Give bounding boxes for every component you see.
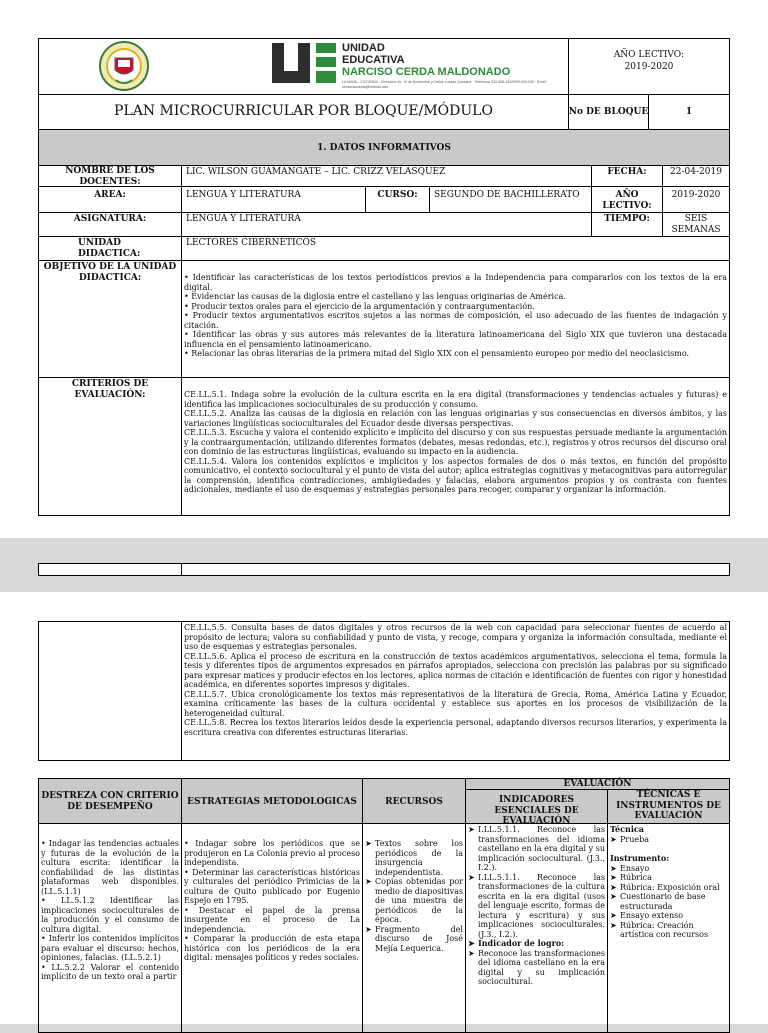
destreza-item: • LL.5.2.2 Valorar el contenido implícito de un texto oral a partir [41, 962, 179, 981]
bloque-value: 1 [685, 107, 693, 117]
indicador-item: ➤ I.LL.5.1.1. Reconoce las transformaciones de la cultura escrita en la era digital (usos del lenguaje escrito, formas de lectura y escritura) y sus implicaciones socioculturales. (J.3., I.2.). [468, 873, 605, 940]
estrategia-item: • Indagar sobre los periódicos que se produjeron en La Colonia previo al proceso independista. [184, 839, 360, 867]
instrumento-item: ➤ Ensayo [610, 864, 727, 874]
tecnica-label: Técnica [610, 824, 644, 834]
school-line1: UNIDAD [342, 42, 385, 54]
docentes-label: NOMBRE DE LOS DOCENTES: [65, 166, 155, 187]
year-value: 2019-2020 [624, 62, 674, 72]
destreza-item: • LL.5.1.2 Identificar las implicaciones socioculturales de la producción y el consumo de cultura digital. [41, 896, 179, 934]
criterio-item: CE.LL.5.8. Recrea los textos literarios leídos desde la experiencia personal, adaptando diversos recursos literarios, y experimenta la escritura creativa con diferentes estructuras literarias. [184, 718, 727, 737]
recurso-item: ➤ Textos sobre los periódicos de la insurgencia independentista. [365, 839, 463, 877]
docentes-value: LIC. WILSON GUAMANGATE – LIC. CRIZZ VELASQUEZ [186, 167, 446, 177]
area-label: AREA: [94, 190, 126, 200]
tecnica-item: ➤ Prueba [610, 835, 727, 845]
unidad-label: UNIDAD DIDACTICA: [78, 238, 141, 259]
unidad-value: LECTORES CIBERNÉTICOS [186, 238, 317, 248]
empty-row-divider [181, 564, 182, 575]
criterio-item: CE.LL.5.3. Escucha y valora el contenido explícito e implícito del discurso y con sus respuestas persuade mediante la argumentación y la contraargumentación, utilizando diferentes formatos (debates, mesas redondas, etc.), registros y otros recursos del discurso oral con dominio de las estructuras lingüísticas, evaluando su impacto en la audiencia. [184, 428, 727, 456]
school-address: LA MANÁ - COTOPAXI · Dirección: Av. 19 de Noviembre y Carlos Lozada Quintana · Teléfonos: 032-688-154/0999-094-045 · Email: uenarcisocerda@hotmail.com [342, 80, 547, 89]
instrumento-item: ➤ Rúbrica: Exposición oral [610, 883, 727, 893]
indicador-item: ➤ I.LL.5.1.1. Reconoce las transformaciones del idioma castellano en la era digital y su implicación sociocultural. (J.3., I.2.). [468, 825, 605, 873]
recurso-item: ➤ Fragmento del discurso de José Mejía Lequerica. [365, 925, 463, 954]
objetivo-item: • Producir textos argumentativos escritos sujetos a las normas de composición, el uso adecuado de las fuentes de indagación y citación. [184, 311, 727, 330]
curso-value: SEGUNDO DE BACHILLERATO [434, 190, 580, 200]
document-page-2 [0, 592, 768, 1024]
school-crest-icon [96, 40, 152, 92]
criterio-item: CE.LL.5.5. Consulta bases de datos digitales y otros recursos de la web con capacidad para seleccionar fuentes de acuerdo al propósito de lectura; valora su confiabilidad y punto de vista, y recoge, compara y organiza la información consultada, mediante el uso de esquemas y estrategias personales. [184, 623, 727, 651]
estrategia-item: • Comparar la producción de esta etapa histórica con los periódicos de la era digital: mensajes políticos y redes sociales. [184, 934, 360, 962]
estrategias-list [184, 839, 360, 963]
recursos-list [365, 839, 463, 953]
objetivo-item: • Producir textos orales para el ejercicio de la argumentación y contraargumentación. [184, 301, 535, 311]
criterios-cont-list [184, 623, 727, 737]
destreza-item: • Indagar las tendencias actuales y futuras de la evolución de la cultura escrita: identificar la confiabilidad de las distintas plataformas web disponibles. (LL.5.1.1) [41, 839, 179, 896]
tecnicas-list [610, 825, 727, 940]
plan-title: PLAN MICROCURRICULAR POR BLOQUE/MÓDULO [114, 103, 493, 119]
ue-logo-icon [270, 43, 338, 90]
objetivo-item: • Identificar las características de los textos periodísticos previos a la Independencia para compararlos con los textos de la era digital. [184, 273, 727, 292]
objetivo-item: • Evidenciar las causas de la diglosia entre el castellano y las lenguas originarias de América. [184, 292, 566, 301]
year-label: AÑO LECTIVO: [613, 50, 685, 60]
criterios-cont-left [38, 621, 182, 761]
objetivo-item: • Relacionar las obras literarias de la primera mitad del Siglo XIX con el pensamiento europeo por medio del neoclasicismo. [184, 349, 690, 358]
destreza-item: • Inferir los contenidos implícitos para evaluar el discurso: hechos, opiniones, falacias. (LL.5.2.1) [41, 934, 179, 962]
instrumento-item: ➤ Rúbrica [610, 873, 727, 883]
indicador-item: ➤ Reconoce las transformaciones del idioma castellano en la era digital y su implicación sociocultural. [468, 949, 605, 987]
section-title: 1. DATOS INFORMATIVOS [317, 143, 451, 153]
objetivos-list [184, 273, 727, 359]
instrumento-label: Instrumento: [610, 853, 670, 863]
estrategia-item: • Determinar las características históricas y culturales del periódico Primicias de la cultura de Quito publicado por Eugenio Espejo en 1795. [184, 867, 360, 905]
fecha-value: 22-04-2019 [670, 167, 722, 177]
estrategia-item: • Destacar el papel de la prensa insurgente en el proceso de La independencia. [184, 905, 360, 934]
criterios-label: CRITERIOS DE EVALUACIÓN: [71, 379, 149, 400]
criterio-item: CE.LL.5.2. Analiza las causas de la diglosia en relación con las lenguas originarias y sus consecuencias en diversos ámbitos, y las variaciones lingüísticas socioculturales del Ecuador desde diversas perspectivas. [184, 409, 727, 428]
indicadores-list [468, 825, 605, 987]
anio-value: 2019-2020 [671, 190, 721, 200]
asignatura-value: LENGUA Y LITERATURA [186, 214, 301, 224]
recurso-item: ➤ Copias obtenidas por medio de diapositivas de una muestra de periódicos de la época. [365, 877, 463, 925]
evaluacion-header: EVALUACIÓN [563, 779, 632, 789]
objetivo-item: • Identificar las obras y sus autores más relevantes de la literatura latinoamericana del Siglo XIX que tuvieron una destacada influencia en el pensamiento latinoamericano. [184, 330, 727, 349]
instrumento-item: ➤ Cuestionario de base estructurada [610, 892, 727, 911]
estrategias-header: ESTRATEGIAS METODOLOGICAS [187, 797, 357, 807]
indicadores-header: INDICADORES ESENCIALES DE EVALUACIÓN [494, 795, 579, 826]
curso-label: CURSO: [377, 190, 418, 200]
asignatura-label: ASIGNATURA: [73, 214, 147, 224]
recursos-header: RECURSOS [385, 797, 443, 807]
instrumento-item: ➤ Ensayo extenso [610, 911, 727, 921]
fecha-label: FECHA: [607, 167, 647, 177]
tiempo-label: TIEMPO: [604, 214, 650, 224]
school-name: NARCISO CERDA MALDONADO [342, 66, 511, 78]
school-line2: EDUCATIVA [342, 54, 405, 66]
area-value: LENGUA Y LITERATURA [186, 190, 301, 200]
destreza-header: DESTREZA CON CRITERIO DE DESEMPEÑO [41, 791, 179, 812]
instrumento-item: ➤ Rúbrica: Creación artística con recursos [610, 921, 727, 940]
bloque-label: No DE BLOQUE [568, 107, 649, 117]
anio-label: AÑO LECTIVO: [602, 190, 652, 211]
indicador-logro-label: ➤ Indicador de logro: [468, 939, 605, 949]
empty-row [38, 563, 730, 576]
criterio-item: CE.LL.5.1. Indaga sobre la evolución de la cultura escrita en la era digital (transformaciones y tendencias actuales y futuras) e identifica las implicaciones socioculturales de su producción y consumo. [184, 390, 727, 409]
objetivo-label: OBJETIVO DE LA UNIDAD DIDACTICA: [43, 262, 177, 283]
criterio-item: CE.LL.5.7. Ubica cronológicamente los textos más representativos de la literatura de Grecia, Roma, América Latina y Ecuador, examina críticamente las bases de la cultura occidental y establece sus aportes en los procesos de visibilización de la heterogeneidad cultural. [184, 689, 727, 718]
criterio-item: CE.LL.5.4. Valora los contenidos explícitos e implícitos y los aspectos formales de dos o más textos, en función del propósito comunicativo, el contexto sociocultural y el punto de vista del autor; aplica estrategias cognitivas y metacognitivas para autorregular la comprensión, identifica contradicciones, ambigüedades y falacias, elabora argumentos propios y os contrasta con fuentes adicionales, mediante el uso de esquemas y estrategias personales para recoger, comparar y organizar la información. [184, 456, 727, 494]
destreza-list [41, 839, 179, 982]
criterios-list [184, 390, 727, 495]
tecnicas-header: TÉCNICAS E INSTRUMENTOS DE EVALUACIÓN [616, 790, 721, 821]
tiempo-value: SEIS SEMANAS [671, 214, 721, 235]
criterio-item: CE.LL.5.6. Aplica el proceso de escritura en la construcción de textos académicos argumentativos, selecciona el tema, formula la tesis y diferentes tipos de argumentos expresados en párrafos apropiados, selecciona con precisión las palabras por su significado para expresar matices y producir efectos en los lectores, aplica normas de citación e identificación de fuentes con rigor y honestidad académica, en diferentes soportes impresos y digitales. [184, 651, 727, 689]
